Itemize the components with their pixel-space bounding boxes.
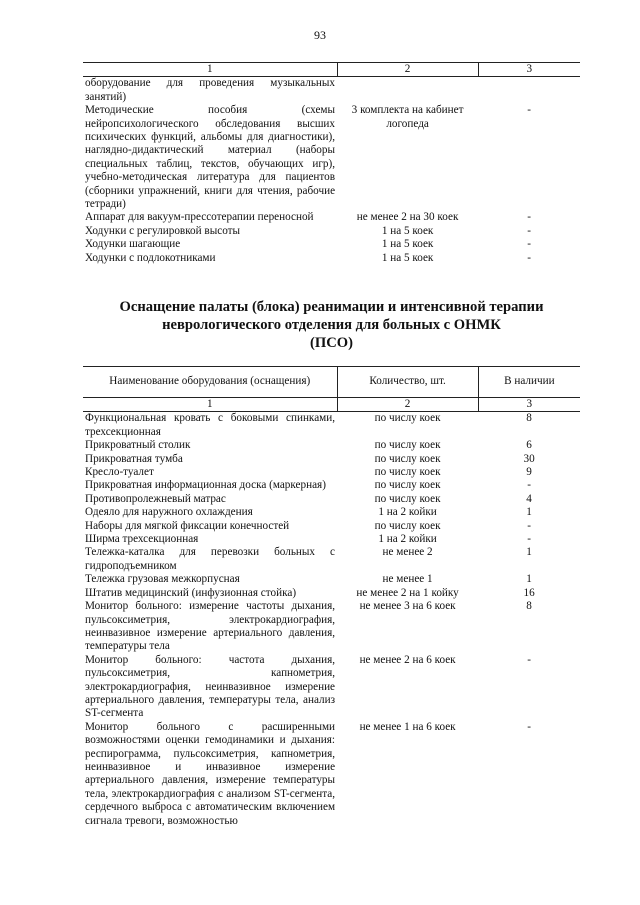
- table-row: [83, 587, 580, 600]
- column-number: 1: [83, 398, 337, 412]
- table-row: [83, 104, 580, 211]
- equipment-name: Монитор больного: частота дыхания, пульсоксиметрия, капнометрия, электрокардиография, неинвазивное измерение артериального давления, температуры тела, анализ ST-сегмента: [85, 653, 336, 720]
- equipment-available: -: [527, 224, 531, 237]
- equipment-name: Функциональная кровать с боковыми спинками, трехсекционная: [85, 412, 336, 438]
- equipment-available: 9: [526, 466, 532, 479]
- equipment-available: -: [527, 104, 531, 117]
- column-number: 1: [83, 63, 337, 77]
- equipment-name: Монитор больного: измерение частоты дыхания, пульсоксиметрия, электрокардиография, неинвазивное измерение артериального давления, температуры тела: [85, 600, 336, 653]
- table-row: [83, 654, 580, 721]
- equipment-available: 4: [526, 492, 532, 505]
- equipment-quantity: не менее 2 на 1 койку: [356, 586, 459, 599]
- equipment-name: Прикроватная информационная доска (маркерная): [85, 479, 326, 492]
- table-row: [83, 238, 580, 251]
- section-title-line: (ПСО): [310, 335, 353, 351]
- equipment-name: Наборы для мягкой фиксации конечностей: [85, 519, 290, 532]
- column-header-quantity: Количество, шт.: [337, 367, 478, 398]
- equipment-name: Аппарат для вакуум-прессотерапии переносной: [85, 211, 314, 224]
- column-number: 2: [337, 63, 478, 77]
- equipment-name: Ходунки с подлокотниками: [85, 251, 216, 264]
- equipment-name: Ширма трехсекционная: [85, 533, 199, 546]
- equipment-name: Штатив медицинский (инфузионная стойка): [85, 586, 297, 599]
- equipment-quantity: по числу коек: [374, 519, 441, 532]
- equipment-name: Тележка грузовая межкорпусная: [85, 573, 240, 586]
- equipment-available: 1: [526, 546, 532, 559]
- table-row: [83, 721, 580, 828]
- equipment-available: -: [527, 720, 531, 733]
- equipment-quantity: не менее 2 на 6 коек: [359, 653, 456, 666]
- equipment-available: 16: [523, 586, 535, 599]
- equipment-quantity: 1 на 5 коек: [381, 224, 434, 237]
- equipment-available: 8: [526, 412, 532, 425]
- equipment-quantity: 1 на 2 койки: [378, 533, 437, 546]
- equipment-name: Монитор больного с расширенными возможностями оценки гемодинамики и дыхания: респирограмма, пульсоксиметрия, капнометрия, неинвазивное и инвазивное измерение артериального давления, измерение температуры тела, электрокардиография с анализом ST-сегмента, сердечного выброса с автоматическим включением сигнала тревоги, возможностью: [85, 720, 336, 827]
- column-number: 2: [337, 398, 478, 412]
- column-number: 3: [478, 398, 580, 412]
- equipment-available: 6: [526, 439, 532, 452]
- equipment-name: Прикроватный столик: [85, 439, 191, 452]
- table-row: [83, 412, 580, 439]
- table-row: [83, 225, 580, 238]
- equipment-quantity: 1 на 2 койки: [378, 506, 437, 519]
- table-row: [83, 466, 580, 479]
- table-row: [83, 439, 580, 452]
- equipment-available: 1: [526, 573, 532, 586]
- equipment-name: Ходунки с регулировкой высоты: [85, 224, 241, 237]
- equipment-name: Ходунки шагающие: [85, 238, 181, 251]
- equipment-name: Методические пособия (схемы нейропсихологического обследования высших психических функций, альбомы для диагностики), наглядно-дидактический материал (наборы специальных таблиц, текстов, обучающих игр), учебно-методическая литература для пациентов (сборники упражнений, книги для чтения, рабочие тетради): [85, 104, 336, 211]
- equipment-quantity: не менее 2: [382, 546, 433, 559]
- column-header-name: Наименование оборудования (оснащения): [83, 367, 337, 398]
- table-row: [83, 453, 580, 466]
- section-title-line: неврологического отделения для больных с ОНМК: [162, 317, 501, 333]
- equipment-quantity: 1 на 5 коек: [381, 238, 434, 251]
- equipment-available: -: [527, 479, 531, 492]
- equipment-quantity: по числу коек: [374, 492, 441, 505]
- table-row: [83, 493, 580, 506]
- equipment-quantity: по числу коек: [374, 479, 441, 492]
- equipment-available: -: [527, 653, 531, 666]
- column-number-row: [83, 63, 580, 77]
- equipment-quantity: 1 на 5 коек: [381, 251, 434, 264]
- section-title: [83, 298, 580, 352]
- equipment-available: [478, 77, 580, 104]
- equipment-available: 30: [523, 452, 535, 465]
- equipment-table-continued: [83, 62, 580, 265]
- equipment-quantity: по числу коек: [374, 452, 441, 465]
- equipment-quantity: не менее 3 на 6 коек: [359, 600, 456, 613]
- table-row: [83, 520, 580, 533]
- equipment-available: -: [527, 251, 531, 264]
- equipment-name: Противопролежневый матрас: [85, 492, 226, 505]
- equipment-quantity: по числу коек: [374, 439, 441, 452]
- equipment-quantity: не менее 1: [382, 573, 433, 586]
- equipment-name: Кресло-туалет: [85, 466, 154, 479]
- section-title-line: Оснащение палаты (блока) реанимации и интенсивной терапии: [119, 299, 544, 315]
- icu-equipment-table: [83, 366, 580, 828]
- equipment-available: 1: [526, 506, 532, 519]
- table-row: [83, 211, 580, 224]
- equipment-available: -: [527, 519, 531, 532]
- page-number: 93: [314, 28, 326, 42]
- table-row: [83, 252, 580, 265]
- table-row: [83, 506, 580, 519]
- table-row: [83, 600, 580, 654]
- table-row: [83, 573, 580, 586]
- equipment-name: Тележка-каталка для перевозки больных с гидроподъемником: [85, 546, 336, 572]
- table-row: [83, 77, 580, 104]
- equipment-quantity: не менее 2 на 30 коек: [356, 211, 459, 224]
- table-row: [83, 533, 580, 546]
- equipment-available: -: [527, 533, 531, 546]
- table-row: [83, 546, 580, 573]
- table-row: [83, 479, 580, 492]
- equipment-name: оборудование для проведения музыкальных занятий): [85, 77, 336, 103]
- column-number-row: [83, 398, 580, 412]
- equipment-quantity: [337, 77, 478, 104]
- equipment-quantity: не менее 1 на 6 коек: [359, 720, 456, 733]
- equipment-quantity: по числу коек: [374, 466, 441, 479]
- column-header-available: В наличии: [478, 367, 580, 398]
- column-header-row: [83, 367, 580, 398]
- column-number: 3: [478, 63, 580, 77]
- equipment-available: 8: [526, 600, 532, 613]
- equipment-quantity: 3 комплекта на кабинет логопеда: [351, 104, 464, 130]
- equipment-quantity: по числу коек: [374, 412, 441, 425]
- equipment-name: Прикроватная тумба: [85, 452, 183, 465]
- equipment-available: -: [527, 211, 531, 224]
- equipment-available: -: [527, 238, 531, 251]
- equipment-name: Одеяло для наружного охлаждения: [85, 506, 253, 519]
